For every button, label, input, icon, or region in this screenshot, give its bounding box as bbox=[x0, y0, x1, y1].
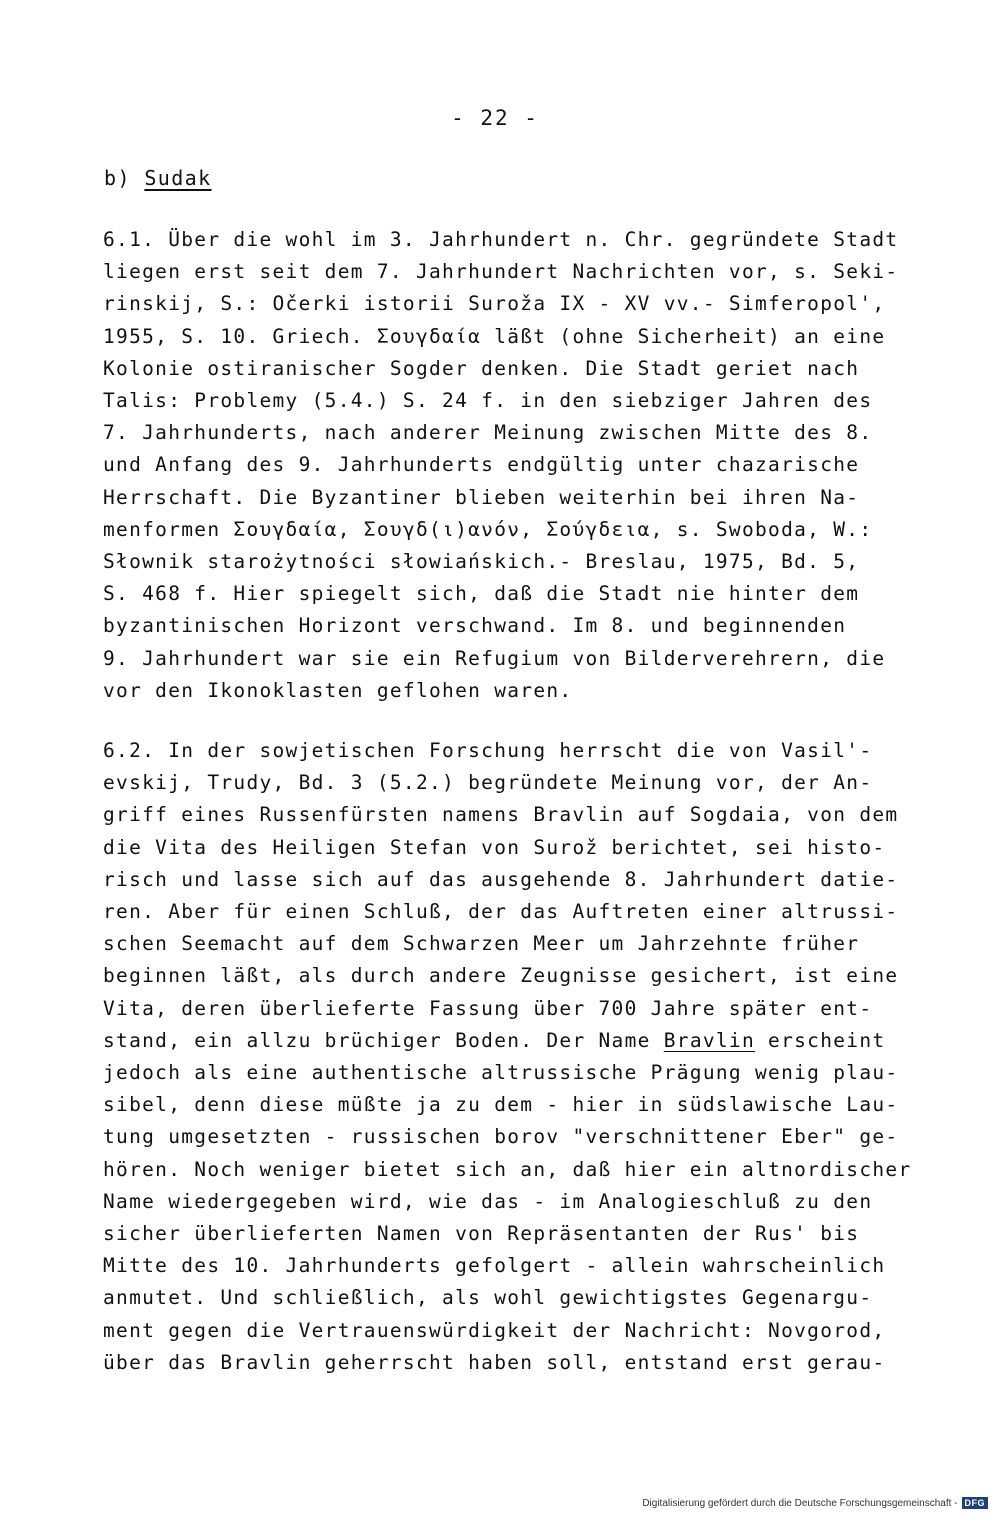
text-line: die Vita des Heiligen Stefan von Surož berichtet, sei histo- bbox=[103, 835, 886, 859]
text-line: Name wiedergegeben wird, wie das - im Analogieschluß zu den bbox=[103, 1189, 873, 1213]
text-line: menformen Σουγδαία, Σουγδ(ι)ανόν, Σούγδεια, s. Swoboda, W.: bbox=[103, 517, 873, 541]
text-line: griff eines Russenfürsten namens Bravlin auf Sogdaia, von dem bbox=[103, 803, 899, 827]
text-line: Mitte des 10. Jahrhunderts gefolgert - allein wahrscheinlich bbox=[103, 1254, 886, 1278]
footer bbox=[642, 1496, 988, 1510]
text-line: tung umgesetzten - russischen borov "verschnittener Eber" ge- bbox=[103, 1125, 899, 1149]
page-number: - 22 - bbox=[451, 106, 539, 130]
text-line: hören. Noch weniger bietet sich an, daß hier ein altnordischer bbox=[103, 1157, 912, 1181]
text-line: byzantinischen Horizont verschwand. Im 8. und beginnenden bbox=[103, 614, 847, 638]
text-line: 1955, S. 10. Griech. Σουγδαία läßt (ohne Sicherheit) an eine bbox=[103, 324, 886, 348]
text-line: 6.2. In der sowjetischen Forschung herrscht die von Vasil'- bbox=[103, 739, 873, 762]
text-line: rinskij, S.: Očerki istorii Suroža IX - XV vv.- Simferopol', bbox=[103, 292, 886, 316]
text-line: Vita, deren überlieferte Fassung über 700 Jahre später ent- bbox=[103, 996, 873, 1020]
text-line: Słownik starożytności słowiańskich.- Breslau, 1975, Bd. 5, bbox=[103, 550, 860, 573]
text-line: und Anfang des 9. Jahrhunderts endgültig unter chazarische bbox=[103, 453, 860, 477]
text-line: Talis: Problemy (5.4.) S. 24 f. in den siebziger Jahren des bbox=[103, 389, 873, 412]
text-line: ment gegen die Vertrauenswürdigkeit der Nachricht: Novgorod, bbox=[103, 1318, 886, 1342]
text-line: Kolonie ostiranischer Sogder denken. Die Stadt geriet nach bbox=[103, 356, 860, 380]
text-line: schen Seemacht auf dem Schwarzen Meer um Jahrzehnte früher bbox=[103, 932, 860, 956]
footer-text: Digitalisierung gefördert durch die Deutsche Forschungsgemeinschaft - bbox=[642, 1497, 958, 1509]
text-line: jedoch als eine authentische altrussische Prägung wenig plau- bbox=[103, 1061, 899, 1084]
text-line: 9. Jahrhundert war sie ein Refugium von Bilderverehrern, die bbox=[103, 646, 886, 670]
dfg-logo: DFG bbox=[962, 1497, 989, 1509]
text-line: anmutet. Und schließlich, als wohl gewichtigstes Gegenargu- bbox=[103, 1286, 873, 1310]
section-heading bbox=[104, 166, 212, 190]
text-line: Herrschaft. Die Byzantiner blieben weiterhin bei ihren Na- bbox=[103, 485, 860, 509]
text-line: risch und lasse sich auf das ausgehende 8. Jahrhundert datie- bbox=[103, 867, 899, 891]
text-line: vor den Ikonoklasten geflohen waren. bbox=[103, 678, 573, 702]
text-line: beginnen läßt, als durch andere Zeugnisse gesichert, ist eine bbox=[103, 964, 899, 988]
section-title: Sudak bbox=[144, 166, 212, 190]
text-line: sicher überlieferten Namen von Repräsentanten der Rus' bis bbox=[103, 1222, 860, 1245]
text-line: 6.1. Über die wohl im 3. Jahrhundert n. Chr. gegründete Stadt bbox=[103, 228, 899, 251]
text-line: ren. Aber für einen Schluß, der das Auftreten einer altrussi- bbox=[103, 900, 899, 923]
text-line: S. 468 f. Hier spiegelt sich, daß die Stadt nie hinter dem bbox=[103, 582, 860, 606]
text-line: 7. Jahrhunderts, nach anderer Meinung zwischen Mitte des 8. bbox=[103, 421, 873, 445]
text-line: über das Bravlin geherrscht haben soll, entstand erst gerau- bbox=[103, 1350, 886, 1374]
text-line: evskij, Trudy, Bd. 3 (5.2.) begründete Meinung vor, der An- bbox=[103, 771, 873, 795]
section-label: b) bbox=[104, 166, 131, 190]
text-line: liegen erst seit dem 7. Jahrhundert Nachrichten vor, s. Seki- bbox=[103, 260, 899, 284]
text-line: sibel, denn diese müßte ja zu dem - hier in südslawische Lau- bbox=[103, 1093, 899, 1117]
text-line: stand, ein allzu brüchiger Boden. Der Name Bravlin erscheint bbox=[103, 1028, 886, 1052]
